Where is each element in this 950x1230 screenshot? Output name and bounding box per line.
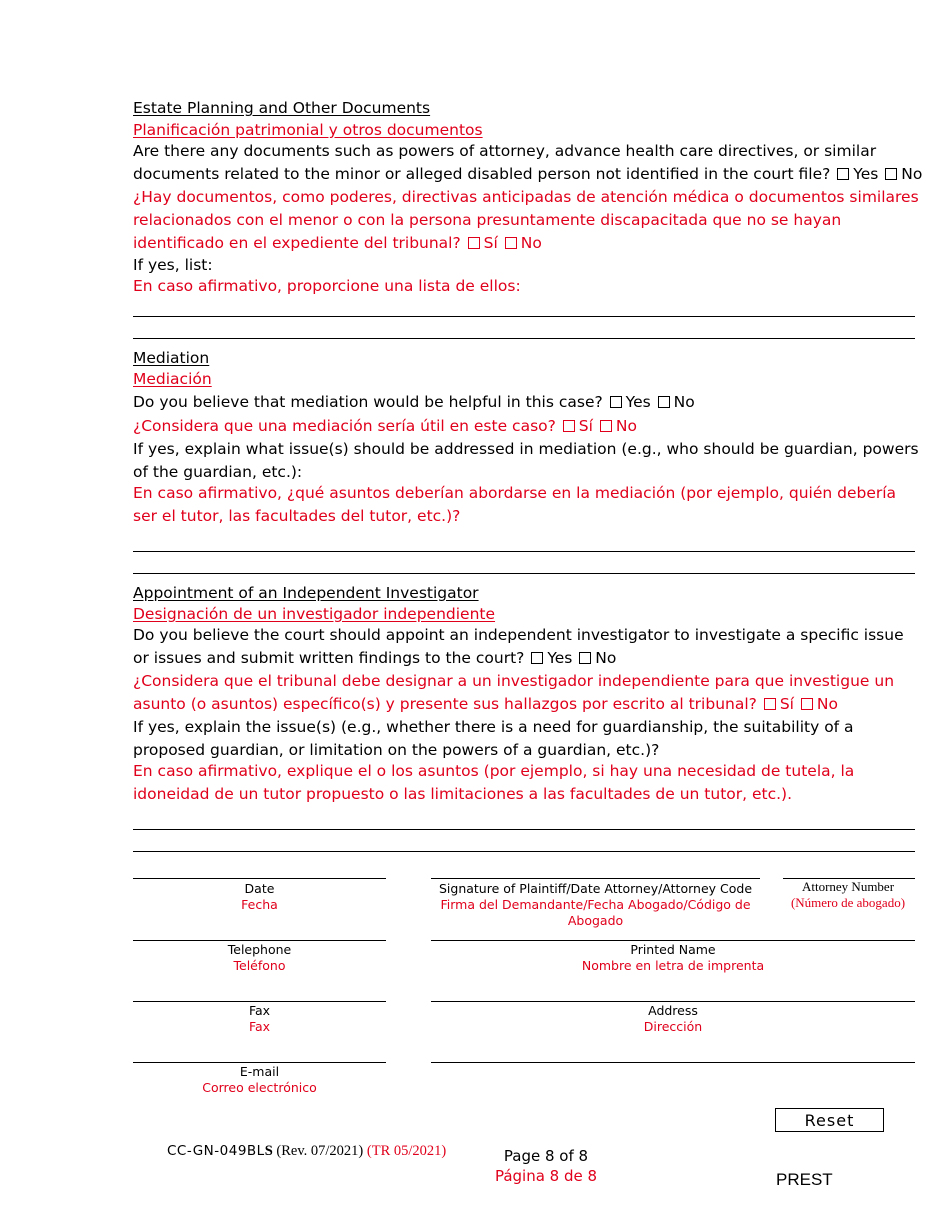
investigator-no-checkbox[interactable] — [579, 652, 591, 664]
estate-question-es: ¿Hay documentos, como poderes, directivas anticipadas de atención médica o documentos similares relacionados con el menor o con la persona presuntamente discapacitada que no se hayan identificado en el expediente del tribunal? Sí No — [133, 188, 919, 252]
address-field-2[interactable] — [431, 1062, 915, 1063]
investigator-heading-es: Designación de un investigador independiente — [133, 605, 496, 623]
estate-list-label: If yes, list: — [133, 256, 213, 274]
address-field[interactable] — [431, 1001, 915, 1002]
mediation-yes-checkbox[interactable] — [610, 396, 622, 408]
form-code: CC-GN-049BLS (Rev. 07/2021) (TR 05/2021) — [167, 1143, 447, 1159]
mediation-question-es: ¿Considera que una mediación sería útil en este caso? Sí No — [133, 417, 637, 435]
mediation-answer-line-2[interactable] — [133, 573, 915, 574]
page-number: Page 8 of 8 Página 8 de 8 — [494, 1147, 598, 1185]
investigator-no-es-checkbox[interactable] — [801, 698, 813, 710]
printed-name-label: Printed Name Nombre en letra de imprenta — [581, 942, 765, 973]
printed-name-field[interactable] — [431, 940, 915, 941]
mediation-no-checkbox[interactable] — [658, 396, 670, 408]
email-label: E-mail Correo electrónico — [202, 1064, 317, 1095]
email-field[interactable] — [133, 1062, 386, 1063]
investigator-answer-line-2[interactable] — [133, 851, 915, 852]
investigator-answer-line-1[interactable] — [133, 829, 915, 830]
print-button[interactable]: PREST — [776, 1170, 833, 1189]
investigator-yes-checkbox[interactable] — [531, 652, 543, 664]
investigator-explain-es: En caso afirmativo, explique el o los asuntos (por ejemplo, si hay una necesidad de tutela, la idoneidad de un tutor propuesto o las limitaciones a las facultades de un tutor, etc.). — [133, 762, 855, 803]
telephone-label: Telephone Teléfono — [227, 942, 292, 973]
attorney-number-label: Attorney Number (Número de abogado) — [790, 879, 906, 910]
estate-yes-checkbox[interactable] — [837, 168, 849, 180]
mediation-heading: Mediation — [133, 349, 210, 367]
telephone-field[interactable] — [133, 940, 386, 941]
mediation-si-checkbox[interactable] — [563, 420, 575, 432]
mediation-question: Do you believe that mediation would be helpful in this case? Yes No — [133, 393, 695, 411]
mediation-answer-line-1[interactable] — [133, 551, 915, 552]
estate-si-checkbox[interactable] — [468, 237, 480, 249]
investigator-question: Do you believe the court should appoint an independent investigator to investigate a specific issue or issues and submit written findings to the court? Yes No — [133, 626, 904, 667]
mediation-explain: If yes, explain what issue(s) should be addressed in mediation (e.g., who should be guardian, powers of the guardian, etc.): — [133, 440, 919, 481]
estate-no-checkbox[interactable] — [885, 168, 897, 180]
estate-heading: Estate Planning and Other Documents — [133, 99, 431, 117]
signature-field[interactable] — [431, 878, 760, 879]
estate-answer-line-1[interactable] — [133, 316, 915, 317]
mediation-no-es-checkbox[interactable] — [600, 420, 612, 432]
estate-answer-line-2[interactable] — [133, 338, 915, 339]
investigator-heading: Appointment of an Independent Investigator — [133, 584, 479, 602]
estate-question: Are there any documents such as powers of attorney, advance health care directives, or similar documents related to the minor or alleged disabled person not identified in the court file? Yes No — [133, 142, 923, 183]
signature-label: Signature of Plaintiff/Date Attorney/Attorney Code Firma del Demandante/Fecha Abogado/Código de Abogado — [438, 881, 753, 928]
estate-list-label-es: En caso afirmativo, proporcione una lista de ellos: — [133, 277, 521, 295]
investigator-question-es: ¿Considera que el tribunal debe designar a un investigador independiente para que investigue un asunto (o asuntos) específico(s) y presente sus hallazgos por escrito al tribunal? Sí No — [133, 672, 895, 713]
investigator-si-checkbox[interactable] — [764, 698, 776, 710]
fax-label: Fax Fax — [248, 1003, 271, 1034]
mediation-heading-es: Mediación — [133, 370, 212, 388]
address-label: Address Dirección — [643, 1003, 703, 1034]
investigator-explain: If yes, explain the issue(s) (e.g., whether there is a need for guardianship, the suitability of a proposed guardian, or limitation on the powers of a guardian, etc.)? — [133, 718, 854, 759]
reset-button[interactable]: Reset — [775, 1108, 884, 1132]
estate-no-es-checkbox[interactable] — [505, 237, 517, 249]
fax-field[interactable] — [133, 1001, 386, 1002]
estate-heading-es: Planificación patrimonial y otros documentos — [133, 121, 483, 139]
date-field[interactable] — [133, 878, 386, 879]
mediation-explain-es: En caso afirmativo, ¿qué asuntos deberían abordarse en la mediación (por ejemplo, quién debería ser el tutor, las facultades del tutor, etc.)? — [133, 484, 897, 525]
date-label: Date Fecha — [241, 881, 278, 912]
